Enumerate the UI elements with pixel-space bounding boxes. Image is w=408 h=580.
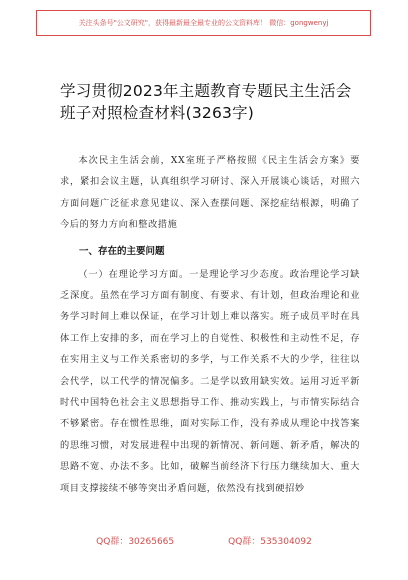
footer-qq-group-1: QQ群：30265665 <box>96 537 175 547</box>
title-line-2: 班子对照检查材料(3263字) <box>60 104 255 122</box>
document-title <box>60 80 360 124</box>
header-banner-text: 关注头条号"公文研究"，获得最新最全最专业的公文资料库！ 微信：gongwenyj <box>78 19 329 27</box>
title-line-1: 学习贯彻2023年主题教育专题民主生活会 <box>60 82 352 100</box>
header-banner <box>36 10 371 36</box>
document-body <box>60 150 360 499</box>
intro-paragraph: 本次民主生活会前，XX室班子严格按照《民主生活会方案》要求，紧扣会议主题，认真组织学习研讨、深入开展谈心谈话，对照六方面问题广泛征求意见建议、深入查摆问题、深挖症结根源，明确了今后的努力方向和整改措施 <box>60 155 360 231</box>
footer <box>0 534 408 547</box>
section-heading: 一、存在的主要问题 <box>79 245 165 257</box>
footer-qq-group-2: QQ群：535304092 <box>228 537 312 547</box>
section-paragraph: （一）在理论学习方面。一是理论学习少态度。政治理论学习缺乏深度。虽然在学习方面有制度、有要求、有计划，但政治理论和业务学习时间上难以保证，在学习计划上难以落实。班子成员平时在具体工作上安排的多，而在学习上的自觉性、积极性和主动性不足，存在实用主义与工作关系密切的多学，与工作关系不大的少学，往往以会代学，以工代学的情况偏多。二是学以致用缺实效。运用习近平新时代中国特色社会主义思想指导工作、推动实践上，与市情实际结合不够紧密。存在惯性思维，面对实际工作，没有养成从理论中找答案的思维习惯，对发展进程中出现的新情况、新问题、新矛盾，解决的思路不宽、办法不多。比如，破解当前经济下行压力继续加大、重大项目支撑接续不够等突出矛盾问题，依然没有找到硬招妙 <box>60 268 360 494</box>
